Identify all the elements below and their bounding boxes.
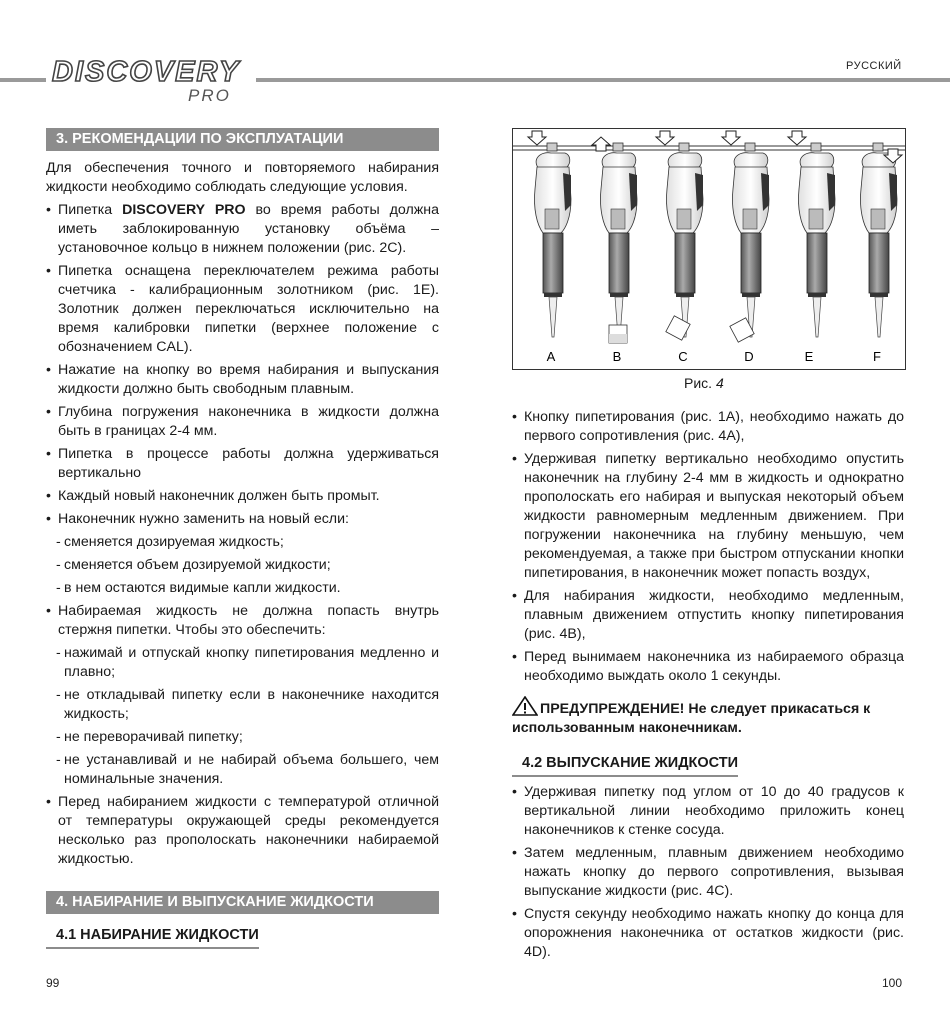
list-item: • Пипетка DISCOVERY PRO во время работы должна иметь заблокированную установку объёма – установочное кольцо в нижнем положении (рис. 2C). (46, 201, 439, 258)
pipette-f (860, 143, 897, 337)
recommendations-list (46, 201, 439, 869)
brand-logo: DISCOVERY (52, 56, 241, 88)
figure-label-f: F (873, 349, 881, 364)
intro-paragraph: Для обеспечения точного и повторяемого набирания жидкости необходимо соблюдать следующие условия. (46, 160, 439, 195)
section-4-title: 4. НАБИРАНИЕ И ВЫПУСКАНИЕ ЖИДКОСТИ (46, 891, 439, 914)
figure-label-a: A (546, 349, 556, 364)
sub-list-item: - сменяется дозируемая жидкость; (46, 533, 439, 552)
dispensing-steps-list (512, 783, 904, 962)
pipette-b (600, 143, 637, 337)
subsection-4-2-title: 4.2 ВЫПУСКАНИЕ ЖИДКОСТИ (512, 754, 738, 777)
language-label: РУССКИЙ (846, 60, 902, 72)
figure-label-c: C (678, 349, 688, 364)
list-item: • Кнопку пипетирования (рис. 1A), необходимо нажать до первого сопротивления (рис. 4A), (512, 408, 904, 446)
list-item: • Спустя секунду необходимо нажать кнопку до конца для опорожнения наконечника от остатков жидкости (рис. 4D). (512, 905, 904, 962)
warning-note: ПРЕДУПРЕЖДЕНИЕ! Не следует прикасаться к использованным наконечникам. (512, 696, 904, 738)
list-item: • Наконечник нужно заменить на новый если: (46, 510, 439, 529)
brand-logo-sub: PRO (188, 86, 231, 105)
warning-icon (512, 696, 538, 716)
sub-list-item: - в нем остаются видимые капли жидкости. (46, 579, 439, 598)
sub-list-item: - не откладывай пипетку если в наконечнике находится жидкость; (46, 686, 439, 724)
figure-label-e: E (804, 349, 814, 364)
sub-list-item: - сменяется объем дозируемой жидкости; (46, 556, 439, 575)
section-3-title: 3. РЕКОМЕНДАЦИИ ПО ЭКСПЛУАТАЦИИ (46, 128, 439, 151)
list-item: • Каждый новый наконечник должен быть промыт. (46, 487, 439, 506)
figure-label-b: B (612, 349, 622, 364)
arrow-down-c (656, 131, 674, 145)
arrow-up-b (592, 137, 610, 151)
sub-list-item: - нажимай и отпускай кнопку пипетирования медленно и плавно; (46, 644, 439, 682)
left-column (46, 128, 439, 949)
list-item: • Нажатие на кнопку во время набирания и выпускания жидкости должно быть свободным плавным. (46, 361, 439, 399)
pipette-c (666, 143, 703, 337)
figure-caption: Рис. 4 (684, 375, 724, 391)
aspiration-steps-list (512, 408, 904, 686)
page-number-left: 99 (46, 976, 60, 990)
arrow-down-e (788, 131, 806, 145)
list-item: • Удерживая пипетку под углом от 10 до 40 градусов к вертикальной линии необходимо приложить конец наконечников к стенке сосуда. (512, 783, 904, 840)
sub-list-item: - не устанавливай и не набирай объема большего, чем номинальные значения. (46, 751, 439, 789)
list-item: • Перед вынимаем наконечника из набираемого образца необходимо выждать около 1 секунды. (512, 648, 904, 686)
product-name: DISCOVERY PRO (122, 202, 246, 218)
list-item: • Удерживая пипетку вертикально необходимо опустить наконечник на глубину 2-4 мм в жидкость и однократно прополоскать его набирая и выпуская некоторый объем жидкости равномерным медленным движением. При погружении наконечника на глубину меньшую, чем рекомендуемая, а также при быстром отпускании кнопки пипетирования, в наконечник может попасть воздух, (512, 450, 904, 583)
list-item: • Для набирания жидкости, необходимо медленным, плавным движением отпустить кнопку пипетирования (рис. 4B), (512, 587, 904, 644)
list-item: • Пипетка оснащена переключателем режима работы счетчика - калибрационным золотником (рис. 1E). Золотник должен переключаться исключительно на время калибровки пипетки (верхнее положение с обозначением CAL). (46, 262, 439, 357)
list-item: • Затем медленным, плавным движением необходимо нажать кнопку до первого сопротивления, вызывая выпускание жидкости (рис. 4C). (512, 844, 904, 901)
right-column (512, 408, 904, 966)
sub-list-item: - не переворачивай пипетку; (46, 728, 439, 747)
pipette-e (798, 143, 835, 337)
list-item: • Глубина погружения наконечника в жидкости должна быть в границах 2-4 мм. (46, 403, 439, 441)
pipette-a (534, 143, 571, 337)
list-item: • Пипетка в процессе работы должна удерживаться вертикально (46, 445, 439, 483)
subsection-4-1-title: 4.1 НАБИРАНИЕ ЖИДКОСТИ (46, 926, 259, 949)
list-item: • Перед набиранием жидкости с температурой отличной от температуры окружающей среды рекомендуется несколько раз прополоскать наконечники набираемой жидкостью. (46, 793, 439, 869)
list-item: • Набираемая жидкость не должна попасть внутрь стержня пипетки. Чтобы это обеспечить: (46, 602, 439, 640)
pipette-d (732, 143, 769, 337)
figure-4-pipette-diagram (512, 128, 906, 370)
arrow-down-a (528, 131, 546, 145)
pipette-illustration (513, 129, 905, 369)
page-number-right: 100 (882, 976, 903, 990)
figure-label-d: D (744, 349, 754, 364)
arrow-down-d (722, 131, 740, 145)
